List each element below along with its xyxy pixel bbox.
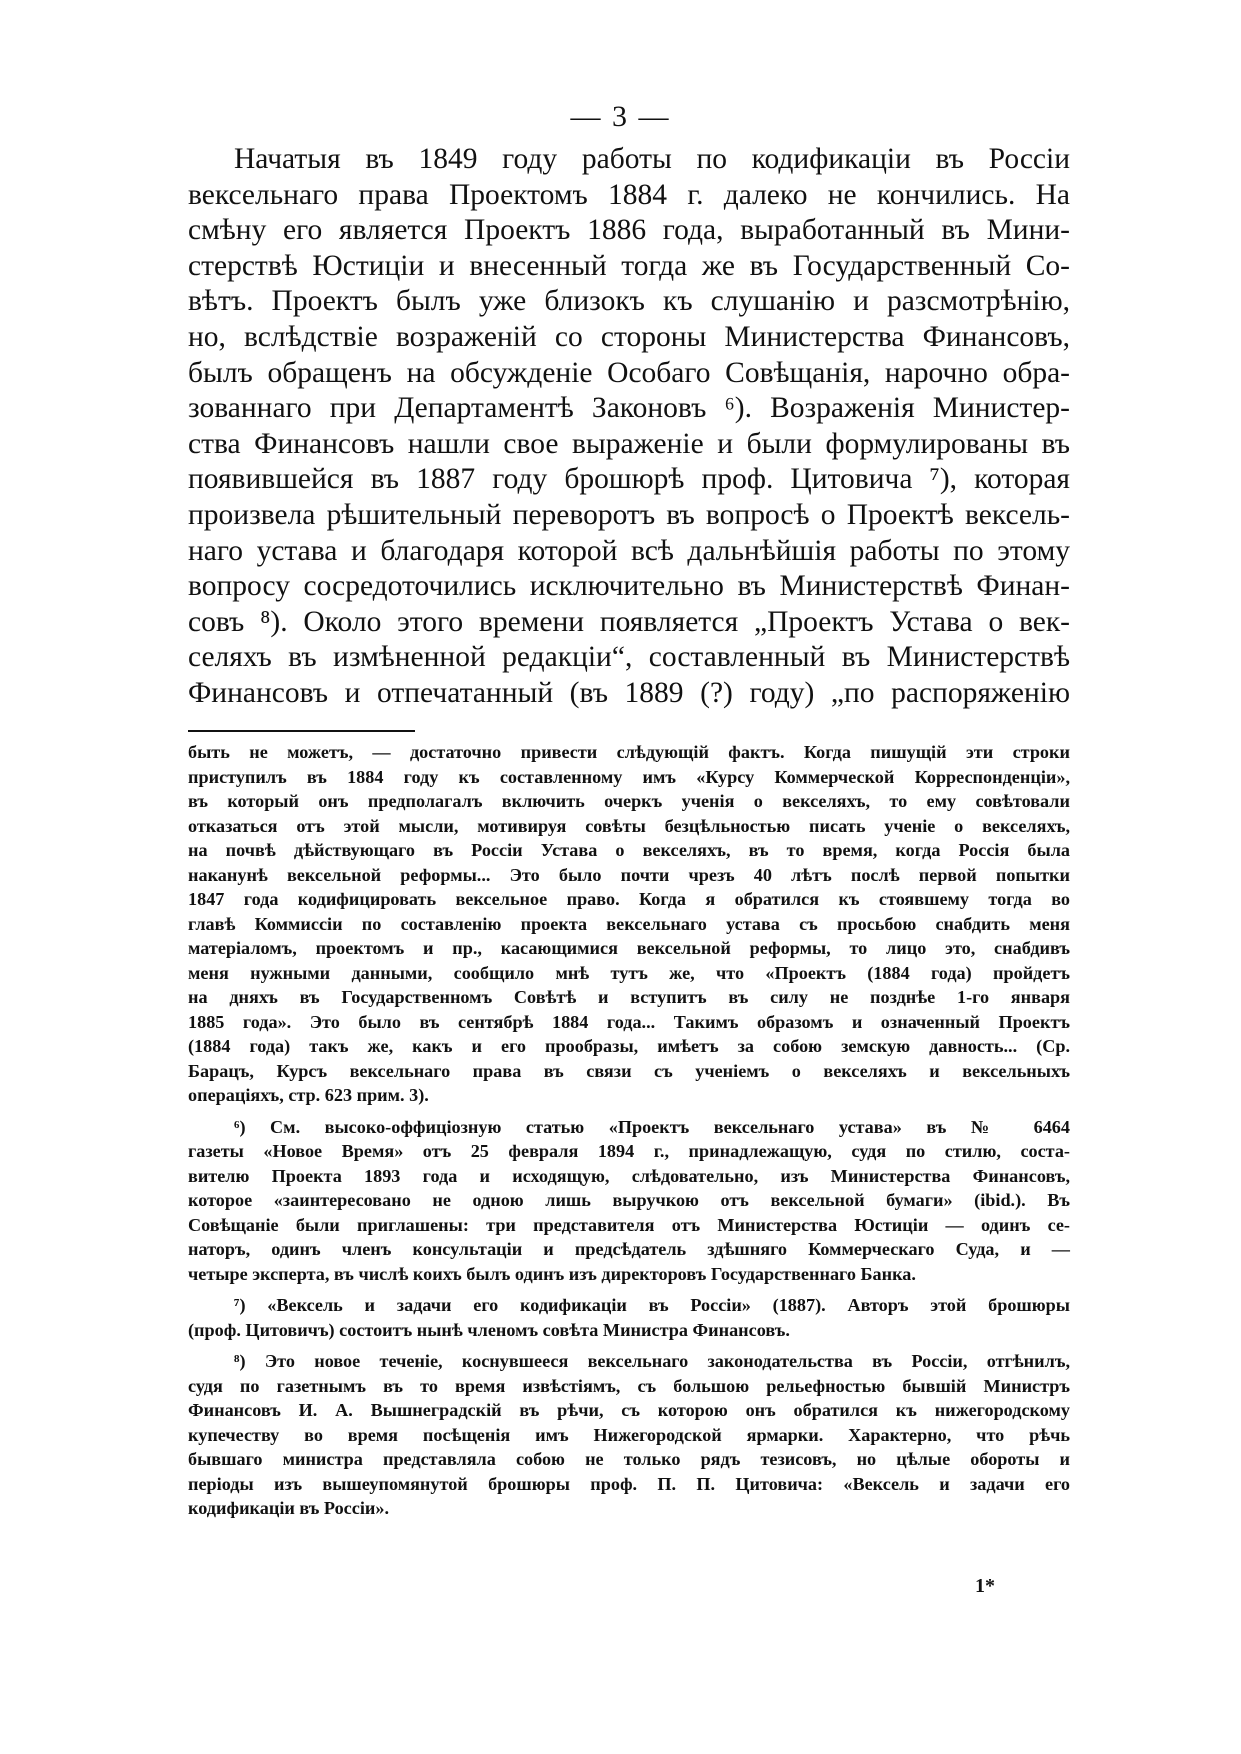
- footnote-line: (проф. Цитовичъ) состоитъ нынѣ членомъ совѣта Министра Финансовъ.: [188, 1319, 790, 1340]
- footnote-line: газеты «Новое Время» отъ 25 февраля 1894 г., принадлежащую, судя по стилю, соста-: [188, 1141, 1070, 1161]
- footnote-line: приступилъ въ 1884 году къ составленному имъ «Курсу Коммерческой Корреспонденціи»,: [188, 766, 1070, 787]
- footnote-8: [188, 1349, 1070, 1521]
- footnote-line: судя по газетнымъ въ то время извѣстіямъ, съ большою рельефностью бывшій Министръ: [188, 1375, 1070, 1396]
- footnote-line: 1885 года». Это было въ сентябрѣ 1884 года... Такимъ образомъ и означенный Проектъ: [188, 1011, 1070, 1032]
- body-line: Начатыя въ 1849 году работы по кодификаціи въ Россіи: [234, 143, 1070, 175]
- footnote-line: на дняхъ въ Государственномъ Совѣтѣ и вступитъ въ силу не позднѣе 1-го января: [188, 987, 1070, 1007]
- footnote-line: 1847 года кодифицировать вексельное право. Когда я обратился къ стоявшему тогда во: [188, 889, 1070, 909]
- footnote-line: отказаться отъ этой мысли, мотивируя совѣты безцѣльностью писать ученіе о векселяхъ,: [188, 815, 1070, 836]
- body-line: Финансовъ и отпечатанный (въ 1889 (?) году) „по распоряженію: [188, 676, 1070, 709]
- body-line: вѣтъ. Проектъ былъ уже близокъ къ слушанію и разсмотрѣнію,: [188, 285, 1070, 318]
- sheet-signature: 1*: [975, 1575, 995, 1597]
- body-line: зованнаго при Департаментѣ Законовъ ⁶). Возраженія Министер-: [188, 392, 1070, 425]
- body-line: былъ обращенъ на обсужденіе Особаго Совѣщанія, нарочно обра-: [188, 356, 1070, 389]
- footnote-line: меня нужными данными, сообщило мнѣ тутъ же, что «Проектъ (1884 года) пройдетъ: [188, 962, 1070, 983]
- body-line: вексельнаго права Проектомъ 1884 г. далеко не кончились. На: [188, 178, 1070, 211]
- footnote-line: періоды изъ вышеупомянутой брошюры проф. П. П. Цитовича: «Вексель и задачи его: [188, 1473, 1070, 1494]
- main-body-text: [188, 142, 1070, 712]
- body-line: ства Финансовъ нашли свое выраженіе и были формулированы въ: [188, 427, 1070, 460]
- body-line: но, вслѣдствіе возраженій со стороны Министерства Финансовъ,: [188, 320, 1070, 353]
- footnote-continuation: [188, 740, 1070, 1108]
- body-line: вопросу сосредоточились исключительно въ Министерствѣ Финан-: [188, 570, 1070, 603]
- body-line: появившейся въ 1887 году брошюрѣ проф. Цитовича ⁷), которая: [188, 463, 1070, 496]
- footnote-line: въ который онъ предполагалъ включить очеркъ ученія о векселяхъ, то ему совѣтовали: [188, 791, 1070, 811]
- body-line: смѣну его является Проектъ 1886 года, выработанный въ Мини-: [188, 214, 1070, 247]
- footnote-line: быть не можетъ, — достаточно привести слѣдующій фактъ. Когда пишущій эти строки: [188, 742, 1070, 762]
- footnotes: [188, 740, 1070, 1528]
- footnote-line: Финансовъ И. А. Вышнеградскій въ рѣчи, съ которою онъ обратился къ нижегородскому: [188, 1400, 1070, 1420]
- body-line: совъ ⁸). Около этого времени появляется „Проектъ Устава о век-: [188, 605, 1070, 638]
- footnote-7: [188, 1293, 1070, 1342]
- footnote-line: операціяхъ, стр. 623 прим. 3).: [188, 1085, 429, 1105]
- footnote-line: наканунѣ вексельной реформы... Это было почти чрезъ 40 лѣтъ послѣ первой попытки: [188, 864, 1070, 885]
- footnote-line: ⁸) Это новое теченіе, коснувшееся вексельнаго законодательства въ Россіи, отгѣнилъ,: [234, 1351, 1070, 1371]
- footnote-line: наторъ, одинъ членъ консультаціи и предсѣдатель здѣшняго Коммерческаго Суда, и —: [188, 1239, 1070, 1259]
- body-line: наго устава и благодаря которой всѣ дальнѣйшія работы по этому: [188, 534, 1070, 567]
- footnote-line: ⁶) См. высоко-оффиціозную статью «Проектъ вексельнаго устава» въ № 6464: [234, 1116, 1070, 1137]
- body-line: селяхъ въ измѣненной редакціи“, составленный въ Министерствѣ: [188, 641, 1070, 674]
- body-line: произвела рѣшительный переворотъ въ вопросѣ о Проектѣ вексель-: [188, 498, 1070, 531]
- footnote-line: которое «заинтересовано не одною лишь выручкою отъ вексельной бумаги» (ibid.). Въ: [188, 1190, 1070, 1210]
- footnote-line: кодификаціи въ Россіи».: [188, 1498, 389, 1518]
- footnote-line: главѣ Коммиссіи по составленію проекта вексельнаго устава съ просьбою снабдить меня: [188, 913, 1070, 934]
- footnote-line: Совѣщаніе были приглашены: три представителя отъ Министерства Юстиціи — одинъ се-: [188, 1214, 1070, 1235]
- body-line: стерствѣ Юстиціи и внесенный тогда же въ Государственный Со-: [188, 249, 1070, 282]
- footnote-line: вителю Проекта 1893 года и исходящую, слѣдовательно, изъ Министерства Финансовъ,: [188, 1165, 1070, 1186]
- footnote-line: ⁷) «Вексель и задачи его кодификаціи въ Россіи» (1887). Авторъ этой брошюры: [234, 1295, 1070, 1315]
- footnote-6: [188, 1115, 1070, 1287]
- footnote-line: купечеству во время посѣщенія имъ Нижегородской ярмарки. Характерно, что рѣчь: [188, 1424, 1070, 1445]
- footnote-divider: [188, 730, 415, 732]
- footnote-line: на почвѣ дѣйствующаго въ Россіи Устава о векселяхъ, въ то время, когда Россія была: [188, 840, 1070, 860]
- page-number: — 3 —: [570, 100, 671, 133]
- footnote-line: четыре эксперта, въ числѣ коихъ былъ одинъ изъ директоровъ Государственнаго Банка.: [188, 1263, 916, 1284]
- footnote-line: Барацъ, Курсъ вексельнаго права въ связи съ ученіемъ о векселяхъ и вексельныхъ: [188, 1060, 1070, 1081]
- footnote-line: бывшаго министра представляла собою не только рядъ тезисовъ, но цѣлые обороты и: [188, 1449, 1070, 1469]
- footnote-line: (1884 года) такъ же, какъ и его прообразы, имѣетъ за собою земскую давность... (Ср.: [188, 1036, 1070, 1056]
- footnote-line: матеріаломъ, проектомъ и пр., касающимися вексельной реформы, то лицо это, снабдивъ: [188, 938, 1070, 958]
